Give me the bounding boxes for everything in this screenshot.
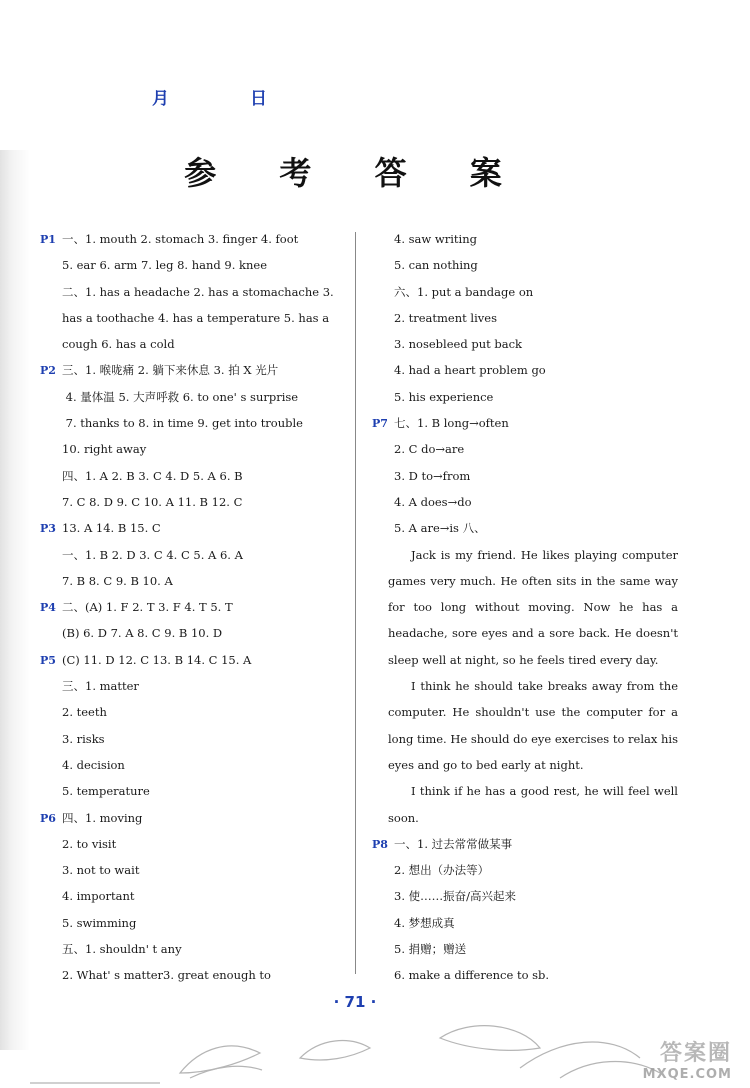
answer-text: 一、1. B 2. D 3. C 4. C 5. A 6. A <box>62 547 243 562</box>
answer-line <box>372 410 678 436</box>
answer-line <box>372 936 678 962</box>
answer-line <box>40 778 350 804</box>
answer-text: 一、1. 过去常常做某事 <box>394 836 513 851</box>
answer-line <box>372 252 678 278</box>
answer-line <box>40 620 350 646</box>
answer-line <box>372 384 678 410</box>
answer-text: 4. decision <box>62 757 125 772</box>
essay-paragraph-2: I think he should take breaks away from the computer. He shouldn't use the computer for a long time. He should do eye exercises to relax his eyes and go to bed early at night. <box>388 679 679 772</box>
answer-line <box>40 936 350 962</box>
answer-line <box>40 515 350 541</box>
answer-line <box>40 673 350 699</box>
answer-text: 7. thanks to 8. in time 9. get into trouble <box>62 416 303 431</box>
answer-text: 4. important <box>62 889 135 904</box>
answer-text: 6. make a difference to sb. <box>394 968 550 983</box>
answer-line <box>40 883 350 909</box>
answer-line <box>40 410 350 436</box>
page-ref-label: P6 <box>40 811 56 825</box>
page-ref-label: P2 <box>40 364 56 378</box>
answer-text: 3. risks <box>62 731 105 746</box>
answer-text: cough 6. has a cold <box>62 337 175 352</box>
answer-text: 4. 量体温 5. 大声呼救 6. to one' s surprise <box>62 389 299 404</box>
answer-line <box>40 463 350 489</box>
answer-line <box>372 305 678 331</box>
answer-line <box>372 226 678 252</box>
answer-text: (C) 11. D 12. C 13. B 14. C 15. A <box>62 652 252 667</box>
answer-line <box>40 568 350 594</box>
answer-text: 5. swimming <box>62 915 137 930</box>
day-label: 日 <box>250 89 267 109</box>
answer-text: 3. not to wait <box>62 863 140 878</box>
answer-text: 2. C do→are <box>394 442 465 457</box>
month-label: 月 <box>152 89 169 109</box>
answer-text: 5. can nothing <box>394 258 478 273</box>
page-ref-label: P3 <box>40 522 56 536</box>
column-divider <box>355 232 356 974</box>
answer-text: 7. C 8. D 9. C 10. A 11. B 12. C <box>62 494 243 509</box>
answer-line <box>40 384 350 410</box>
essay-paragraph-1: Jack is my friend. He likes playing computer games very much. He often sits in the same way for too long without moving. Now he has a headache, sore eyes and a sore back. He doesn't sleep well at night, so he feels tired every day. <box>388 547 678 667</box>
watermark-logo: 答案圈 <box>659 1041 732 1066</box>
answer-line <box>40 910 350 936</box>
right-bottom-answers <box>372 831 678 989</box>
right-top-answers <box>372 226 678 542</box>
essay-paragraph-3: I think if he has a good rest, he will feel well soon. <box>388 784 678 825</box>
answer-line <box>372 463 678 489</box>
page-ref-label: P1 <box>40 233 56 246</box>
scan-edge-shadow <box>0 150 30 1050</box>
answer-line <box>40 252 350 278</box>
answer-text: 二、1. has a headache 2. has a stomachache 3. <box>62 284 334 299</box>
answer-text: 三、1. matter <box>62 679 139 694</box>
page-number: · 71 · <box>333 993 377 1011</box>
answer-text: 二、(A) 1. F 2. T 3. F 4. T 5. T <box>62 600 233 615</box>
page-ref-label: P4 <box>40 601 56 615</box>
answer-text: 3. nosebleed put back <box>394 337 523 352</box>
answer-line <box>372 515 678 541</box>
page-ref-label: P7 <box>372 417 388 431</box>
answer-line <box>40 594 350 620</box>
answer-line <box>40 436 350 462</box>
answer-line <box>372 357 678 383</box>
page-ref-label: P8 <box>372 837 388 851</box>
answer-line <box>40 279 350 305</box>
answer-line <box>40 857 350 883</box>
left-answer-column <box>40 226 350 989</box>
answer-text: 3. 使……振奋/高兴起来 <box>394 889 517 904</box>
answer-text: 10. right away <box>62 442 147 457</box>
answer-text: 5. ear 6. arm 7. leg 8. hand 9. knee <box>62 258 268 273</box>
answer-text: 六、1. put a bandage on <box>394 284 534 299</box>
answer-text: 13. A 14. B 15. C <box>62 521 161 536</box>
answer-line <box>372 883 678 909</box>
answer-line <box>40 542 350 568</box>
answer-text: 四、1. moving <box>62 810 143 825</box>
answer-text: 5. his experience <box>394 389 494 404</box>
answer-line <box>40 726 350 752</box>
answer-text: 一、1. mouth 2. stomach 3. finger 4. foot <box>62 232 299 246</box>
answer-text: 4. A does→do <box>394 494 472 509</box>
answer-line <box>40 752 350 778</box>
watermark-url: MXQE.COM <box>642 1067 732 1082</box>
answer-text: 5. temperature <box>62 784 150 799</box>
answer-text: has a toothache 4. has a temperature 5. has a <box>62 310 330 325</box>
answer-text: 2. treatment lives <box>394 310 497 325</box>
answer-text: 4. had a heart problem go <box>394 363 546 378</box>
answer-line <box>40 305 350 331</box>
answer-text: 五、1. shouldn' t any <box>62 942 182 957</box>
right-answer-column <box>372 226 678 989</box>
answer-text: 3. D to→from <box>394 468 471 483</box>
answer-text: 4. 梦想成真 <box>394 915 455 930</box>
answer-text: 2. to visit <box>62 836 117 851</box>
answer-text: 5. 捐赠；赠送 <box>394 942 467 957</box>
answer-line <box>372 436 678 462</box>
answer-line <box>372 489 678 515</box>
answer-line <box>40 805 350 831</box>
answer-line <box>372 831 678 857</box>
answer-line <box>40 357 350 383</box>
page-title: 参 考 答 案 <box>184 154 528 192</box>
answer-line <box>40 831 350 857</box>
watermark <box>643 1036 732 1082</box>
answer-text: 2. What' s matter3. great enough to <box>62 968 271 983</box>
answer-text: 三、1. 喉咙痛 2. 躺下来休息 3. 拍 X 光片 <box>62 363 279 378</box>
answer-text: (B) 6. D 7. A 8. C 9. B 10. D <box>62 626 223 641</box>
answer-line <box>40 489 350 515</box>
answer-line <box>372 279 678 305</box>
answer-line <box>40 647 350 673</box>
answer-text: 七、1. B long→often <box>394 416 509 431</box>
answer-text: 4. saw writing <box>394 232 477 246</box>
essay <box>388 542 678 831</box>
answer-line <box>40 331 350 357</box>
answer-line <box>40 226 350 252</box>
answer-text: 2. 想出（办法等） <box>394 863 490 878</box>
answer-text: 2. teeth <box>62 705 107 720</box>
page-ref-label: P5 <box>40 653 56 667</box>
answer-text: 7. B 8. C 9. B 10. A <box>62 573 173 588</box>
answer-line <box>372 331 678 357</box>
answer-text: 四、1. A 2. B 3. C 4. D 5. A 6. B <box>62 468 243 483</box>
answer-line <box>372 910 678 936</box>
answer-line <box>40 699 350 725</box>
answer-text: 5. A are→is 八、 <box>394 521 486 536</box>
floral-sketch-decoration <box>0 978 750 1088</box>
answer-line <box>372 857 678 883</box>
